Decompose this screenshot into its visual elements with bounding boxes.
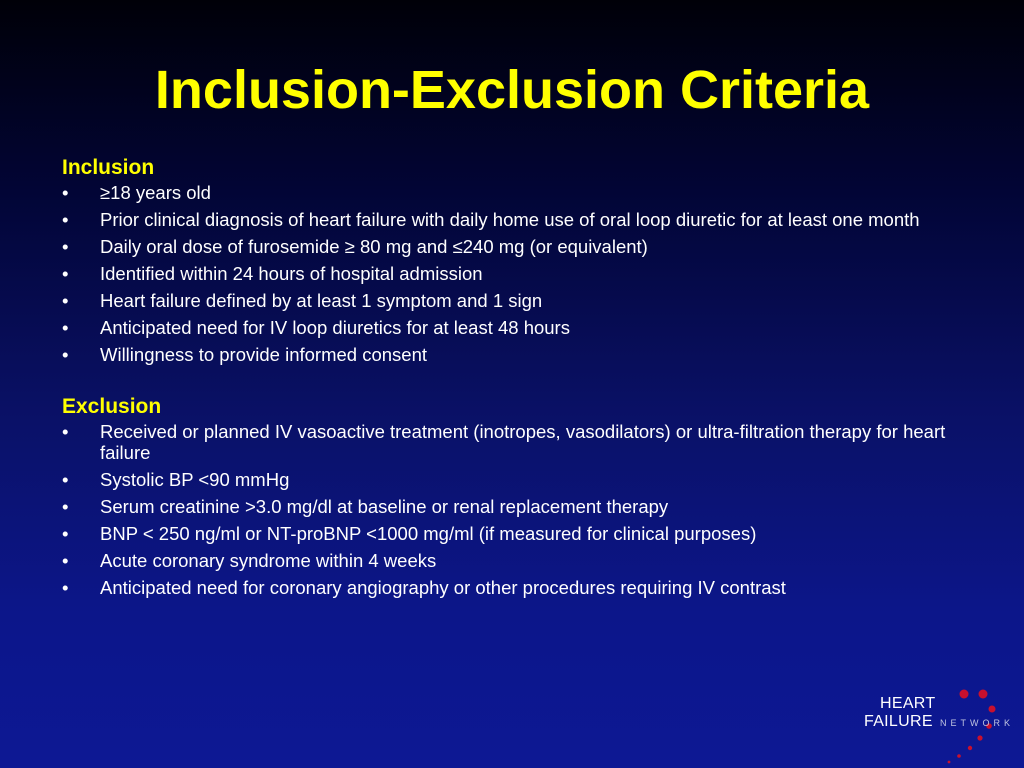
exclusion-item-text: Received or planned IV vasoactive treatment (inotropes, vasodilators) or ultra-filtration therapy for heart failure bbox=[100, 421, 946, 463]
exclusion-item-text: Acute coronary syndrome within 4 weeks bbox=[100, 550, 437, 571]
exclusion-item bbox=[62, 550, 962, 571]
inclusion-item-text: Heart failure defined by at least 1 symptom and 1 sign bbox=[100, 290, 543, 311]
inclusion-item bbox=[62, 263, 962, 284]
exclusion-heading: Exclusion bbox=[62, 395, 162, 418]
heart-failure-network-logo bbox=[862, 686, 1022, 766]
inclusion-item-text: Prior clinical diagnosis of heart failure with daily home use of oral loop diuretic for at least one month bbox=[100, 209, 920, 230]
logo-text-failure: FAILURE bbox=[864, 713, 933, 730]
inclusion-item bbox=[62, 290, 962, 311]
exclusion-list bbox=[62, 421, 962, 598]
bullet-icon: • bbox=[62, 523, 69, 544]
inclusion-item bbox=[62, 209, 962, 230]
inclusion-item-text: Identified within 24 hours of hospital admission bbox=[100, 263, 483, 284]
exclusion-item bbox=[62, 421, 962, 463]
exclusion-item bbox=[62, 496, 962, 517]
bullet-icon: • bbox=[62, 290, 69, 311]
bullet-icon: • bbox=[62, 317, 69, 338]
exclusion-item-text: BNP < 250 ng/ml or NT-proBNP <1000 mg/ml (if measured for clinical purposes) bbox=[100, 523, 757, 544]
bullet-icon: • bbox=[62, 469, 69, 490]
exclusion-item bbox=[62, 523, 962, 544]
bullet-icon: • bbox=[62, 236, 69, 257]
bullet-icon: • bbox=[62, 182, 69, 203]
inclusion-item bbox=[62, 236, 962, 257]
inclusion-item-text: ≥18 years old bbox=[100, 182, 211, 203]
exclusion-item bbox=[62, 577, 962, 598]
inclusion-list bbox=[62, 182, 962, 365]
bullet-icon: • bbox=[62, 209, 69, 230]
exclusion-item-text: Serum creatinine >3.0 mg/dl at baseline or renal replacement therapy bbox=[100, 496, 669, 517]
inclusion-item bbox=[62, 182, 962, 203]
slide-title: Inclusion-Exclusion Criteria bbox=[154, 60, 870, 120]
exclusion-item-text: Systolic BP <90 mmHg bbox=[100, 469, 290, 490]
logo-text-network: NETWORK bbox=[940, 718, 1014, 728]
inclusion-heading: Inclusion bbox=[62, 156, 155, 179]
inclusion-item-text: Anticipated need for IV loop diuretics for at least 48 hours bbox=[100, 317, 570, 338]
inclusion-item-text: Willingness to provide informed consent bbox=[100, 344, 427, 365]
bullet-icon: • bbox=[62, 550, 69, 571]
exclusion-item-text: Anticipated need for coronary angiography or other procedures requiring IV contrast bbox=[100, 577, 786, 598]
bullet-icon: • bbox=[62, 496, 69, 517]
section-spacer bbox=[62, 371, 962, 393]
logo-text-heart: HEART bbox=[880, 695, 936, 712]
exclusion-item bbox=[62, 469, 962, 490]
bullet-icon: • bbox=[62, 421, 69, 442]
bullet-icon: • bbox=[62, 344, 69, 365]
inclusion-item bbox=[62, 344, 962, 365]
bullet-icon: • bbox=[62, 263, 69, 284]
inclusion-item bbox=[62, 317, 962, 338]
bullet-icon: • bbox=[62, 577, 69, 598]
inclusion-item-text: Daily oral dose of furosemide ≥ 80 mg and ≤240 mg (or equivalent) bbox=[100, 236, 648, 257]
criteria-content bbox=[62, 154, 962, 604]
